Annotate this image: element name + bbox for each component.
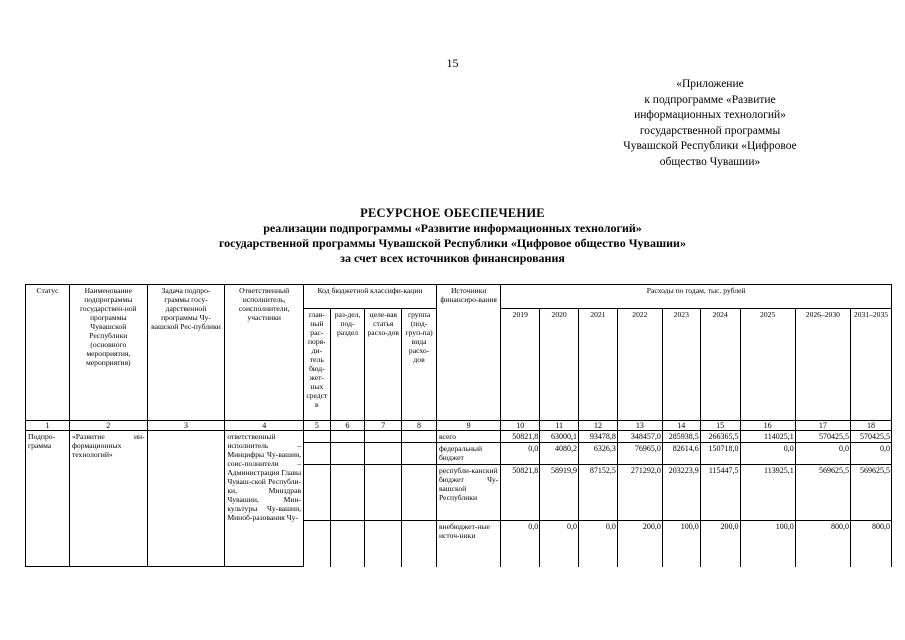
source-label: всего <box>436 431 500 443</box>
value-cell: 0,0 <box>501 521 540 567</box>
header-code-sub: глав-ный рас-поря-ди-тель бюд-жет-ных средств <box>304 309 331 421</box>
header-name: Наименование подпрограммы государствен-ной программы Чувашской Республики (основного мероприятия, мероприятия) <box>69 285 147 421</box>
header-year: 2021 <box>579 309 618 421</box>
page-number: 15 <box>446 56 459 70</box>
source-label: внебюджет-ные источ-ники <box>436 521 500 567</box>
value-cell: 0,0 <box>579 521 618 567</box>
column-number: 14 <box>662 421 700 431</box>
header-task: Задача подпро-граммы госу-дарственной программы Чу-вашской Рес-публики <box>147 285 225 421</box>
row-name: «Развитие ин-формационных технологий» <box>69 431 147 567</box>
column-number: 1 <box>26 421 70 431</box>
column-number: 2 <box>69 421 147 431</box>
header-year: 2025 <box>740 309 795 421</box>
value-cell: 50821,8 <box>501 465 540 521</box>
value-cell: 800,0 <box>850 521 891 567</box>
heading-line: реализации подпрограммы «Развитие информационных технологий» <box>263 221 642 235</box>
code-cell <box>304 443 331 465</box>
column-number: 5 <box>304 421 331 431</box>
column-number: 15 <box>700 421 740 431</box>
value-cell: 93478,8 <box>579 431 618 443</box>
code-cell <box>365 431 402 443</box>
column-number: 3 <box>147 421 225 431</box>
code-cell <box>330 443 365 465</box>
column-number: 9 <box>436 421 500 431</box>
header-year: 2019 <box>501 309 540 421</box>
value-cell: 58919,9 <box>540 465 579 521</box>
row-task <box>147 431 225 567</box>
value-cell: 800,0 <box>795 521 850 567</box>
header-code-sub: группа (под-груп-па) вида расхо-дов <box>402 309 437 421</box>
heading-line: за счет всех источников финансирования <box>340 251 565 265</box>
heading-title: РЕСУРСНОЕ ОБЕСПЕЧЕНИЕ <box>360 206 545 220</box>
value-cell: 271292,0 <box>617 465 662 521</box>
value-cell: 266365,5 <box>700 431 740 443</box>
header-year: 2024 <box>700 309 740 421</box>
code-cell <box>330 521 365 567</box>
column-number: 12 <box>579 421 618 431</box>
column-number: 6 <box>330 421 365 431</box>
header-executor: Ответственный исполнитель, соисполнители, участники <box>225 285 304 421</box>
value-cell: 570425,5 <box>795 431 850 443</box>
column-number: 18 <box>850 421 891 431</box>
header-status: Статус <box>26 285 70 421</box>
value-cell: 570425,5 <box>850 431 891 443</box>
value-cell: 0,0 <box>795 443 850 465</box>
column-number: 17 <box>795 421 850 431</box>
column-number: 7 <box>365 421 402 431</box>
column-number: 8 <box>402 421 437 431</box>
value-cell: 569625,5 <box>850 465 891 521</box>
value-cell: 50821,8 <box>501 431 540 443</box>
value-cell: 114025,1 <box>740 431 795 443</box>
value-cell: 87152,5 <box>579 465 618 521</box>
code-cell <box>330 465 365 521</box>
header-year: 2020 <box>540 309 579 421</box>
appendix-line: к подпрограмме «Развитие <box>644 93 776 106</box>
value-cell: 200,0 <box>700 521 740 567</box>
code-cell <box>402 521 437 567</box>
column-number: 4 <box>225 421 304 431</box>
code-cell <box>402 431 437 443</box>
value-cell: 569625,5 <box>795 465 850 521</box>
header-code-sub: раз-дел, под-раздел <box>330 309 365 421</box>
header-year: 2026–2030 <box>795 309 850 421</box>
value-cell: 63000,1 <box>540 431 579 443</box>
value-cell: 100,0 <box>740 521 795 567</box>
source-label: республи-канский бюджет Чу-вашской Республики <box>436 465 500 521</box>
value-cell: 82614,6 <box>662 443 700 465</box>
code-cell <box>402 465 437 521</box>
appendix-line: информационных технологий» <box>634 109 786 121</box>
value-cell: 0,0 <box>740 443 795 465</box>
value-cell: 0,0 <box>501 443 540 465</box>
value-cell: 0,0 <box>850 443 891 465</box>
value-cell: 348457,0 <box>617 431 662 443</box>
value-cell: 285938,5 <box>662 431 700 443</box>
value-cell: 113925,1 <box>740 465 795 521</box>
code-cell <box>304 431 331 443</box>
header-source: Источники финансиро-вания <box>436 285 500 421</box>
appendix-note <box>590 77 830 170</box>
value-cell: 76965,0 <box>617 443 662 465</box>
code-cell <box>304 465 331 521</box>
code-cell <box>330 431 365 443</box>
appendix-line: общество Чувашии» <box>659 155 761 168</box>
header-code-sub: целе-вая статья расхо-дов <box>365 309 402 421</box>
value-cell: 100,0 <box>662 521 700 567</box>
row-executor: ответственный исполнитель – Минцифры Чу-вашии, соис-полнители – Администрация Главы Чуваш-ской Республи-ки, Минздрав Чувашии, Мин-культуры Чу-вашии, Миноб-разования Чу- <box>225 431 304 567</box>
column-number: 16 <box>740 421 795 431</box>
code-cell <box>402 443 437 465</box>
row-status: Подпро-грамма <box>26 431 70 567</box>
appendix-line: Чувашской Республики «Цифровое <box>623 140 797 152</box>
document-heading <box>0 206 905 266</box>
header-year: 2022 <box>617 309 662 421</box>
value-cell: 4080,2 <box>540 443 579 465</box>
header-expenses: Расходы по годам, тыс. рублей <box>501 285 892 309</box>
resource-table <box>25 284 892 567</box>
value-cell: 203223,9 <box>662 465 700 521</box>
header-budget-code: Код бюджетной классифи-кации <box>304 285 437 309</box>
code-cell <box>365 521 402 567</box>
value-cell: 0,0 <box>540 521 579 567</box>
code-cell <box>365 465 402 521</box>
value-cell: 150718,0 <box>700 443 740 465</box>
appendix-line: «Приложение <box>676 78 744 90</box>
column-number: 10 <box>501 421 540 431</box>
code-cell <box>365 443 402 465</box>
code-cell <box>304 521 331 567</box>
value-cell: 200,0 <box>617 521 662 567</box>
heading-line: государственной программы Чувашской Республики «Цифровое общество Чувашии» <box>219 236 686 250</box>
appendix-line: государственной программы <box>639 124 781 137</box>
source-label: федеральный бюджет <box>436 443 500 465</box>
value-cell: 115447,5 <box>700 465 740 521</box>
column-number: 11 <box>540 421 579 431</box>
column-number: 13 <box>617 421 662 431</box>
header-year: 2031–2035 <box>850 309 891 421</box>
value-cell: 6326,3 <box>579 443 618 465</box>
header-year: 2023 <box>662 309 700 421</box>
